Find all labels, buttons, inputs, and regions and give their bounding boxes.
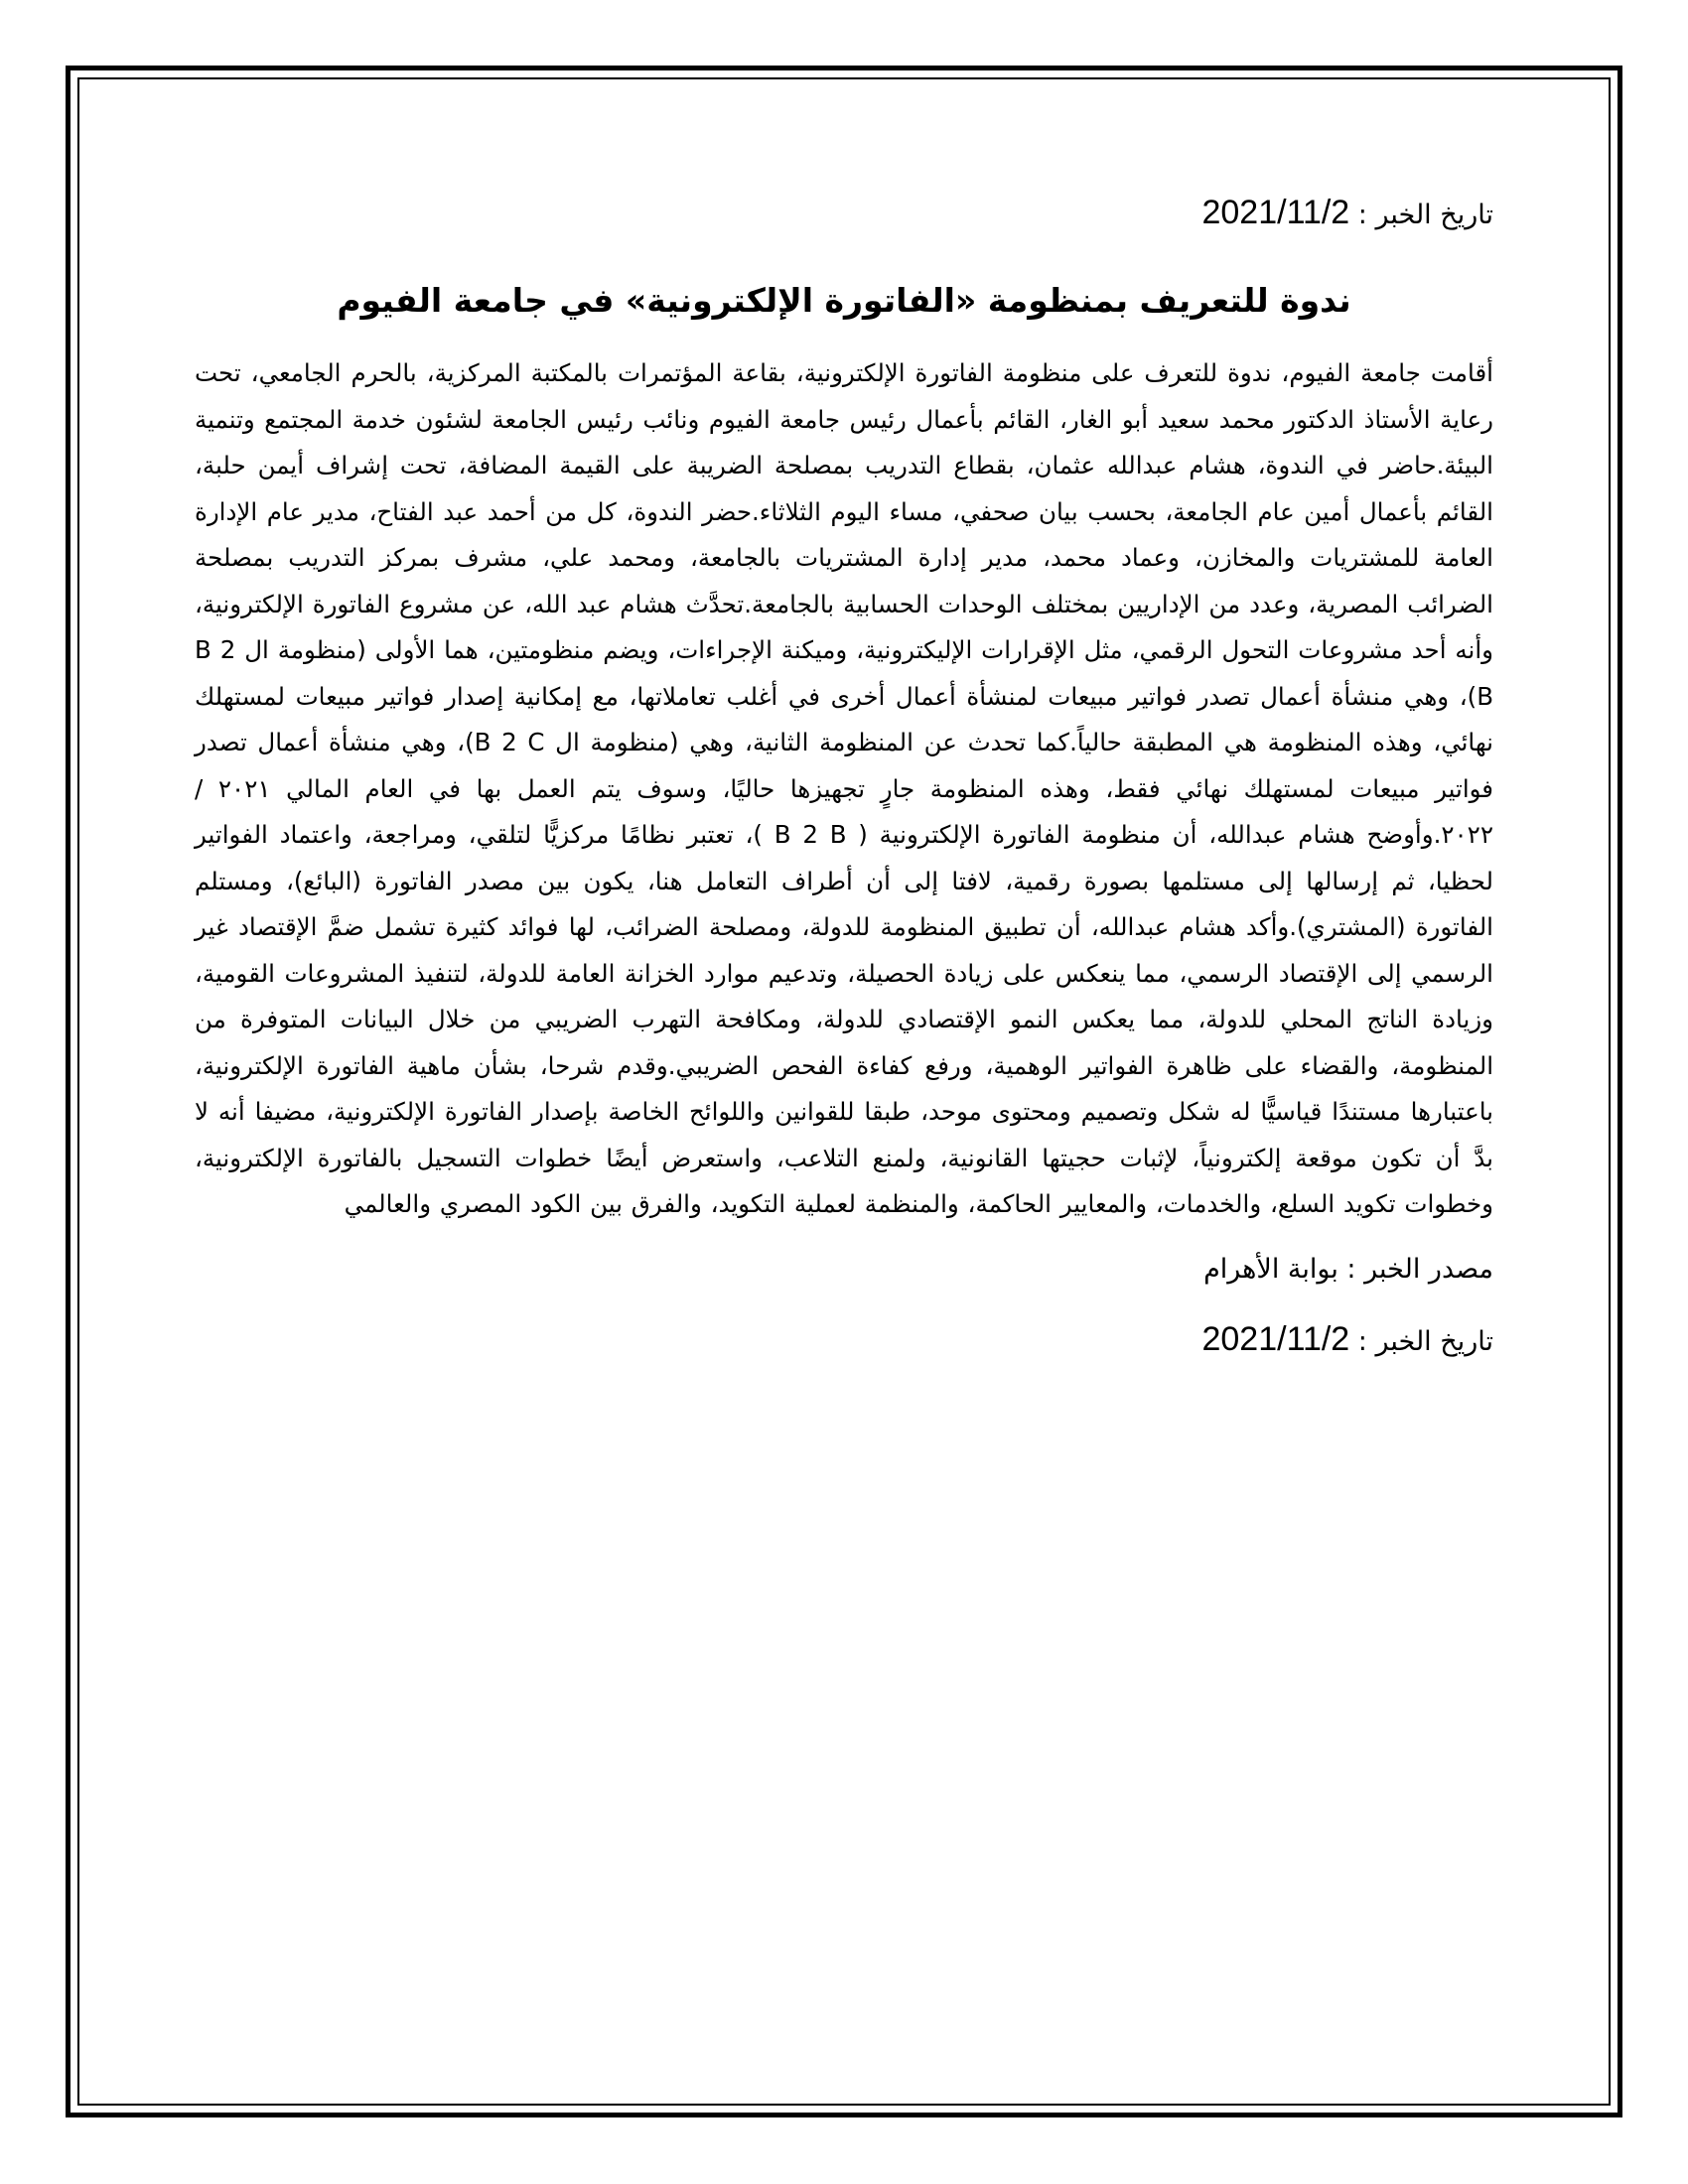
news-source: مصدر الخبر : بوابة الأهرام: [1203, 1253, 1493, 1285]
document-content: [195, 189, 1493, 1366]
news-date-label: تاريخ الخبر :: [1349, 1325, 1493, 1357]
news-body: أقامت جامعة الفيوم، ندوة للتعرف على منظومة الفاتورة الإلكترونية، بقاعة المؤتمرات بالمكتبة المركزية، بالحرم الجامعي، تحت رعاية الأستاذ الدكتور محمد سعيد أبو الغار، القائم بأعمال رئيس جامعة الفيوم ونائب رئيس الجامعة لشئون خدمة المجتمع وتنمية البيئة.حاضر في الندوة، هشام عبدالله عثمان، بقطاع التدريب بمصلحة الضريبة على القيمة المضافة، تحت إشراف أيمن حلبة، القائم بأعمال أمين عام الجامعة، بحسب بيان صحفي، مساء اليوم الثلاثاء.حضر الندوة، كل من أحمد عبد الفتاح، مدير عام الإدارة العامة للمشتريات والمخازن، وعماد محمد، مدير إدارة المشتريات بالجامعة، ومحمد علي، مشرف بمركز التدريب بمصلحة الضرائب المصرية، وعدد من الإداريين بمختلف الوحدات الحسابية بالجامعة.تحدَّث هشام عبد الله، عن مشروع الفاتورة الإلكترونية، وأنه أحد مشروعات التحول الرقمي، مثل الإقرارات الإليكترونية، وميكنة الإجراءات، ويضم منظومتين، هما الأولى (منظومة ال B 2 B)، وهي منشأة أعمال تصدر فواتير مبيعات لمنشأة أعمال أخرى في أغلب تعاملاتها، مع إمكانية إصدار فواتير مبيعات لمستهلك نهائي، وهذه المنظومة هي المطبقة حالياً.كما تحدث عن المنظومة الثانية، وهي (منظومة ال B 2 C)، وهي منشأة أعمال تصدر فواتير مبيعات لمستهلك نهائي فقط، وهذه المنظومة جارٍ تجهيزها حاليًا، وسوف يتم العمل بها في العام المالي ٢٠٢١ / ٢٠٢٢.وأوضح هشام عبدالله، أن منظومة الفاتورة الإلكترونية ( B 2 B )، تعتبر نظامًا مركزيًّا لتلقي، ومراجعة، واعتماد الفواتير لحظيا، ثم إرسالها إلى مستلمها بصورة رقمية، لافتا إلى أن أطراف التعامل هنا، يكون بين مصدر الفاتورة (البائع)، ومستلم الفاتورة (المشتري).وأكد هشام عبدالله، أن تطبيق المنظومة للدولة، ومصلحة الضرائب، لها فوائد كثيرة تشمل ضمَّ الإقتصاد غير الرسمي إلى الإقتصاد الرسمي، مما ينعكس على زيادة الحصيلة، وتدعيم موارد الخزانة العامة للدولة، لتنفيذ المشروعات القومية، وزيادة الناتج المحلي للدولة، مما يعكس النمو الإقتصادي للدولة، ومكافحة التهرب الضريبي من خلال البيانات المتوفرة من المنظومة، والقضاء على ظاهرة الفواتير الوهمية، ورفع كفاءة الفحص الضريبي.وقدم شرحا، بشأن ماهية الفاتورة الإلكترونية، باعتبارها مستندًا قياسيًّا له شكل وتصميم ومحتوى موحد، طبقا للقوانين واللوائح الخاصة بإصدار الفاتورة الإلكترونية، مضيفا أنه لا بدَّ أن تكون موقعة إلكترونياً، لإثبات حجيتها القانونية، ولمنع التلاعب، واستعرض أيضًا خطوات التسجيل بالفاتورة الإلكترونية، وخطوات تكويد السلع، والخدمات، والمعايير الحاكمة، والمنظمة لعملية التكويد، والفرق بين الكود المصري والعالمي: [195, 358, 1494, 1218]
news-date-value: 2021/11/2: [1201, 1319, 1350, 1358]
news-headline: ندوة للتعريف بمنظومة «الفاتورة الإلكترونية» في جامعة الفيوم: [337, 281, 1351, 320]
news-date-label: تاريخ الخبر :: [1349, 200, 1493, 230]
news-date-top: [195, 189, 1493, 239]
news-date-value: 2021/11/2: [1201, 194, 1350, 231]
news-date-bottom: [195, 1315, 1493, 1366]
